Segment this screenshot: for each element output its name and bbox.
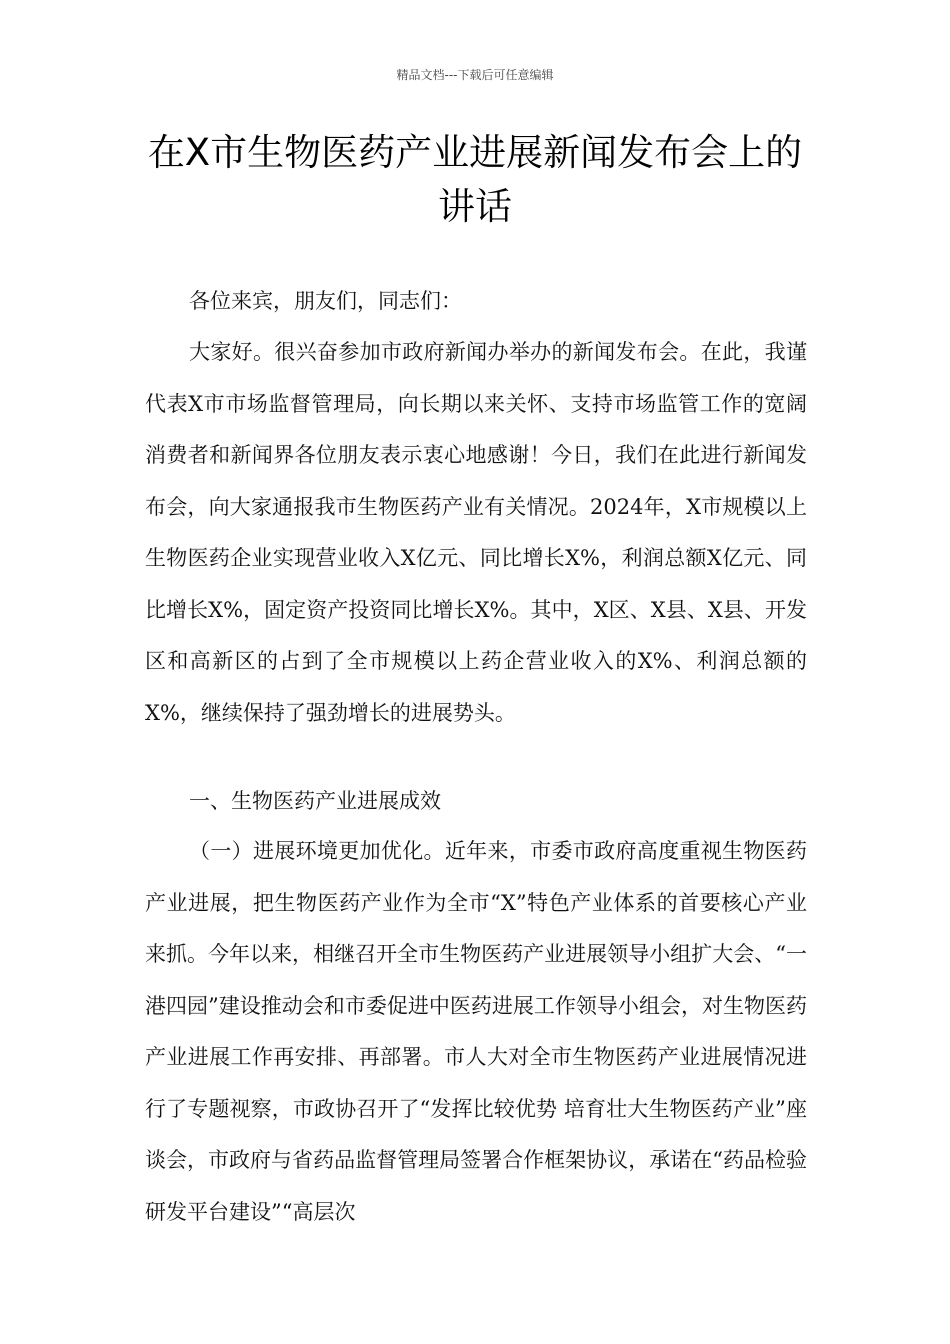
document-title: 在X市生物医药产业进展新闻发布会上的讲话 bbox=[147, 131, 803, 228]
paragraph-2: （一）进展环境更加优化。近年来，市委市政府高度重视生物医药产业进展，把生物医药产业作为全市“X”特色产业体系的首要核心产业来抓。今年以来，相继召开全市生物医药产业进展领导小组扩大会、“一港四园”建设推动会和市委促进中医药进展工作领导小组会，对生物医药产业进展工作再安排、再部署。市人大对全市生物医药产业进展情况进行了专题视察，市政协召开了“发挥比较优势 培育壮大生物医药产业”座谈会，市政府与省药品监督管理局签署合作框架协议，承诺在“药品检验研发平台建设”“高层次 bbox=[145, 839, 807, 1224]
section-heading: 一、生物医药产业进展成效 bbox=[189, 789, 441, 813]
header-note: 精品文档---下载后可任意编辑 bbox=[396, 68, 554, 82]
salutation: 各位来宾，朋友们，同志们： bbox=[189, 289, 462, 313]
paragraph-1: 大家好。很兴奋参加市政府新闻办举办的新闻发布会。在此，我谨代表X市市场监督管理局，向长期以来关怀、支持市场监管工作的宽阔消费者和新闻界各位朋友表示衷心地感谢！今日，我们在此进行新闻发布会，向大家通报我市生物医药产业有关情况。2024年，X市规模以上生物医药企业实现营业收入X亿元、同比增长X%，利润总额X亿元、同比增长X%，固定资产投资同比增长X%。其中，X区、X县、X县、开发区和高新区的占到了全市规模以上药企营业收入的X%、利润总额的X%，继续保持了强劲增长的进展势头。 bbox=[145, 340, 807, 725]
